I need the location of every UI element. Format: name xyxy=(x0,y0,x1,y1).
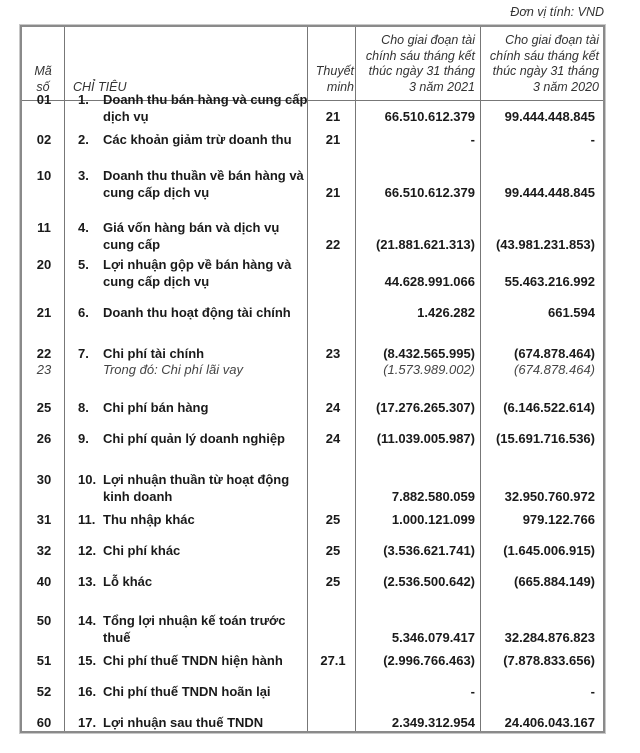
row-value-2021: - xyxy=(470,132,475,147)
row-value-2020: (6.146.522.614) xyxy=(503,400,595,415)
row-label: Lợi nhuận sau thuế TNDN xyxy=(103,715,264,730)
row-label: Tổng lợi nhuận kế toán trước thuế xyxy=(103,613,286,645)
row-number: 9. xyxy=(78,431,89,446)
row-label: Trong đó: Chi phí lãi vay xyxy=(103,362,243,377)
column-divider xyxy=(480,27,481,731)
row-value-2020: (1.645.006.915) xyxy=(503,543,595,558)
row-value-2021: (8.432.565.995) xyxy=(383,346,475,361)
row-value-2020: (674.878.464) xyxy=(514,346,595,361)
row-value-2020: (43.981.231.853) xyxy=(495,237,595,252)
row-value-2021: 66.510.612.379 xyxy=(384,109,475,124)
row-code: 23 xyxy=(36,362,52,377)
row-code: 32 xyxy=(36,543,52,558)
row-code: 30 xyxy=(36,472,52,487)
row-number: 4. xyxy=(78,220,89,235)
row-value-2020: 32.284.876.823 xyxy=(504,630,595,645)
row-code: 50 xyxy=(36,613,52,628)
row-code: 51 xyxy=(36,653,52,668)
row-label: Doanh thu hoạt động tài chính xyxy=(103,305,291,320)
row-label: Chi phí khác xyxy=(103,543,181,558)
row-note: 21 xyxy=(325,132,341,147)
header-item: CHỈ TIÊU xyxy=(73,80,127,94)
row-number: 10. xyxy=(78,472,97,487)
row-number: 12. xyxy=(78,543,97,558)
row-value-2021: 1.000.121.099 xyxy=(391,512,475,527)
row-label: Thu nhập khác xyxy=(103,512,195,527)
header-period-2021: Cho giai đoạn tài chính sáu tháng kết thúc ngày 31 tháng 3 năm 2021 xyxy=(365,33,475,94)
row-note: 21 xyxy=(325,185,341,200)
row-value-2020: 661.594 xyxy=(548,305,595,320)
row-code: 22 xyxy=(36,346,52,361)
row-value-2021: (17.276.265.307) xyxy=(375,400,475,415)
row-value-2021: (3.536.621.741) xyxy=(383,543,475,558)
row-value-2021: 1.426.282 xyxy=(417,305,475,320)
row-value-2021: (21.881.621.313) xyxy=(375,237,475,252)
row-label: Lợi nhuận thuần từ hoạt động kinh doanh xyxy=(103,472,290,504)
row-value-2020: 99.444.448.845 xyxy=(504,109,595,124)
row-code: 20 xyxy=(36,257,52,272)
row-note: 27.1 xyxy=(320,653,346,668)
row-code: 11 xyxy=(37,220,51,235)
row-number: 6. xyxy=(78,305,89,320)
row-note: 22 xyxy=(325,237,341,252)
header-code: Mã số xyxy=(34,64,52,94)
row-value-2021: (2.536.500.642) xyxy=(383,574,475,589)
row-code: 31 xyxy=(36,512,52,527)
row-label: Lợi nhuận gộp về bán hàng và cung cấp dịch vụ xyxy=(103,257,292,289)
row-number: 1. xyxy=(78,92,89,107)
header-note: Thuyết minh xyxy=(315,64,354,94)
row-value-2020: 55.463.216.992 xyxy=(504,274,595,289)
row-number: 7. xyxy=(78,346,89,361)
row-number: 14. xyxy=(78,613,97,628)
row-number: 16. xyxy=(78,684,97,699)
row-note: 25 xyxy=(325,574,341,589)
row-code: 52 xyxy=(36,684,52,699)
row-number: 3. xyxy=(78,168,89,183)
row-value-2020: - xyxy=(590,684,595,699)
row-value-2021: (11.039.005.987) xyxy=(376,431,475,446)
row-code: 26 xyxy=(36,431,52,446)
row-number: 13. xyxy=(78,574,97,589)
row-value-2021: 7.882.580.059 xyxy=(391,489,475,504)
row-number: 11. xyxy=(78,512,96,527)
row-value-2020: - xyxy=(590,132,595,147)
row-code: 40 xyxy=(36,574,52,589)
row-value-2020: (665.884.149) xyxy=(514,574,595,589)
row-value-2021: 5.346.079.417 xyxy=(391,630,475,645)
row-label: Các khoản giảm trừ doanh thu xyxy=(103,132,292,147)
row-note: 25 xyxy=(325,512,341,527)
row-value-2021: - xyxy=(470,684,475,699)
row-number: 15. xyxy=(78,653,97,668)
row-number: 8. xyxy=(78,400,89,415)
row-code: 21 xyxy=(36,305,52,320)
row-code: 10 xyxy=(36,168,52,183)
row-code: 60 xyxy=(36,715,52,730)
income-statement-table xyxy=(20,25,605,733)
row-value-2020: 32.950.760.972 xyxy=(504,489,595,504)
row-value-2020: 979.122.766 xyxy=(522,512,595,527)
row-code: 02 xyxy=(36,132,52,147)
row-value-2020: 99.444.448.845 xyxy=(504,185,595,200)
row-value-2021: 44.628.991.066 xyxy=(384,274,475,289)
row-value-2020: (7.878.833.656) xyxy=(503,653,595,668)
row-note: 25 xyxy=(325,543,341,558)
row-note: 21 xyxy=(325,109,341,124)
row-label: Chi phí thuế TNDN hiện hành xyxy=(103,653,283,668)
row-value-2021: 2.349.312.954 xyxy=(391,715,475,730)
row-label: Doanh thu bán hàng và cung cấp dịch vụ xyxy=(103,92,308,124)
row-code: 01 xyxy=(36,92,52,107)
row-label: Chi phí quản lý doanh nghiệp xyxy=(103,431,285,446)
row-number: 5. xyxy=(78,257,89,272)
row-label: Chi phí thuế TNDN hoãn lại xyxy=(103,684,271,699)
unit-label: Đơn vị tính: VND xyxy=(510,5,604,19)
row-value-2021: (2.996.766.463) xyxy=(383,653,475,668)
row-note: 24 xyxy=(325,400,341,415)
header-period-2020: Cho giai đoạn tài chính sáu tháng kết thúc ngày 31 tháng 3 năm 2020 xyxy=(489,33,599,94)
row-note: 24 xyxy=(325,431,341,446)
row-value-2020: (674.878.464) xyxy=(514,362,595,377)
row-label: Chi phí bán hàng xyxy=(103,400,209,415)
row-note: 23 xyxy=(325,346,341,361)
row-value-2020: (15.691.716.536) xyxy=(495,431,595,446)
row-number: 17. xyxy=(78,715,97,730)
row-label: Doanh thu thuần về bán hàng và cung cấp dịch vụ xyxy=(103,168,304,200)
row-number: 2. xyxy=(78,132,89,147)
row-value-2021: (1.573.989.002) xyxy=(383,362,475,377)
row-value-2020: 24.406.043.167 xyxy=(504,715,595,730)
row-label: Giá vốn hàng bán và dịch vụ cung cấp xyxy=(103,220,280,252)
row-value-2021: 66.510.612.379 xyxy=(384,185,475,200)
row-label: Lỗ khác xyxy=(103,574,153,589)
row-code: 25 xyxy=(36,400,52,415)
row-label: Chi phí tài chính xyxy=(103,346,205,361)
